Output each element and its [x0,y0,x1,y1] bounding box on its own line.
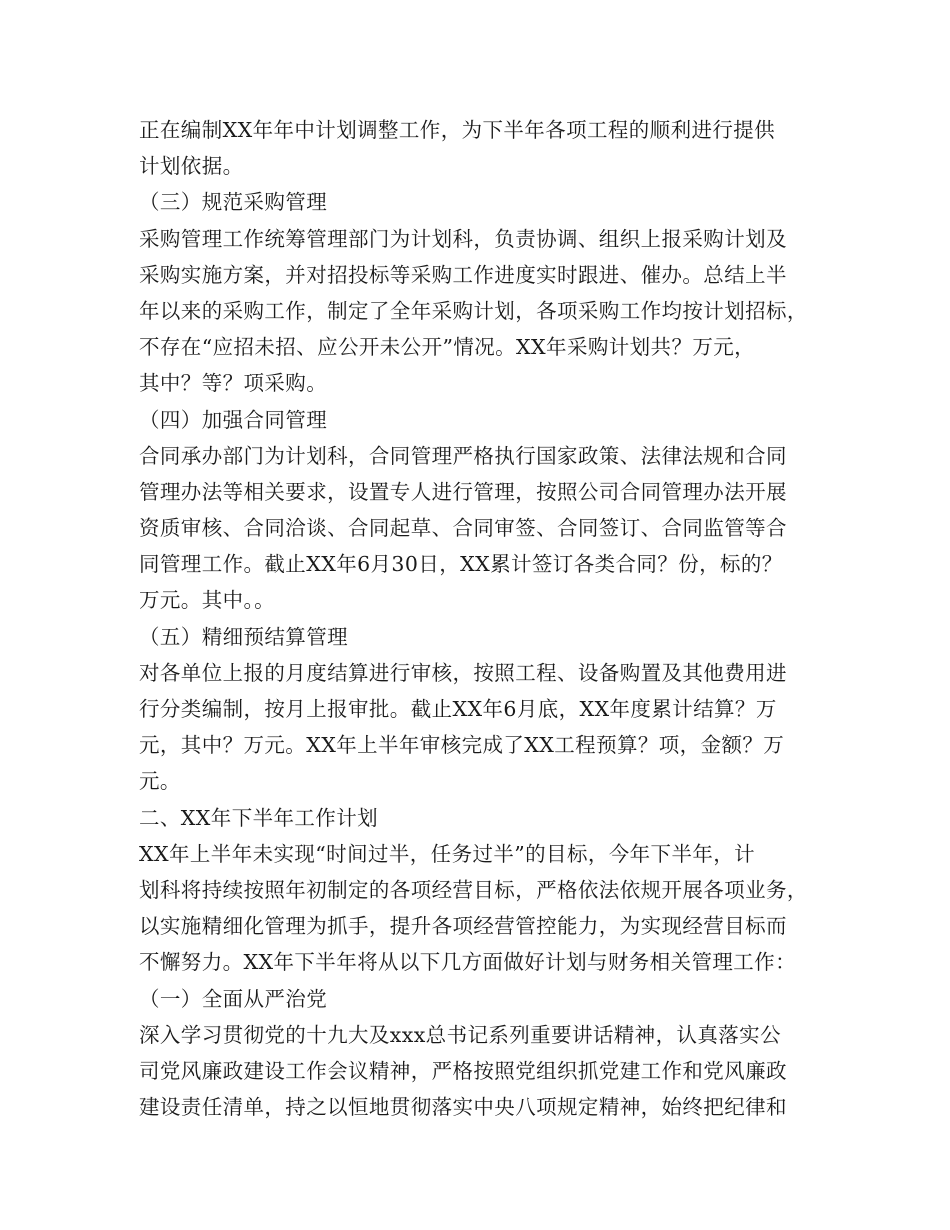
text-line: 同管理工作。截止XX年6月30日，XX累计签订各类合同？份，标的？ [139,552,783,577]
text-line: 以实施精细化管理为抓手，提升各项经营管控能力，为实现经营目标而 [139,914,787,939]
text-line: 深入学习贯彻党的十九大及xxx总书记系列重要讲话精神，认真落实公 [139,1022,781,1047]
text-line: 行分类编制，按月上报审批。截止XX年6月底，XX年度累计结算？万 [139,697,777,721]
text-line: 年以来的采购工作，制定了全年采购计划，各项采购工作均按计划招标， [139,298,808,323]
text-line: 对各单位上报的月度结算进行审核，按照工程、设备购置及其他费用进 [139,660,787,685]
document-body [139,112,829,1125]
text-line: 不存在“应招未招、应公开未公开”情况。XX年采购计划共？万元， [139,335,756,360]
text-line: 采购实施方案，并对招投标等采购工作进度实时跟进、催办。总结上半 [139,262,787,287]
text-line: 正在编制XX年年中计划调整工作，为下半年各项工程的顺利进行提供 [139,118,776,142]
text-line: 合同承办部门为计划科，合同管理严格执行国家政策、法律法规和合同 [139,443,787,468]
text-line: 资质审核、合同洽谈、合同起草、合同审签、合同签订、合同监管等合 [139,516,787,541]
text-line: 万元。其中。。 [139,588,276,613]
section-heading: （四）加强合同管理 [139,407,328,432]
text-line: 建设责任清单，持之以恒地贯彻落实中央八项规定精神，始终把纪律和 [139,1095,787,1120]
chapter-heading: 二、XX年下半年工作计划 [139,805,378,830]
section-heading: （一）全面从严治党 [139,986,328,1011]
text-line: XX年上半年未实现“时间过半，任务过半”的目标，今年下半年，计 [139,841,756,866]
section-heading: （五）精细预结算管理 [139,624,348,649]
section-heading: （三）规范采购管理 [139,190,328,215]
text-line: 不懈努力。XX年下半年将从以下几方面做好计划与财务相关管理工作： [139,950,796,975]
text-line: 划科将持续按照年初制定的各项经营目标，严格依法依规开展各项业务， [139,877,808,902]
text-line: 采购管理工作统筹管理部门为计划科，负责协调、组织上报采购计划及 [139,226,787,251]
text-line: 计划依据。 [139,154,244,179]
text-line: 元。 [139,769,181,794]
text-line: 其中？等？项采购。 [139,371,328,396]
text-line: 管理办法等相关要求，设置专人进行管理，按照公司合同管理办法开展 [139,479,787,504]
text-line: 司党风廉政建设工作会议精神，严格按照党组织抓党建工作和党风廉政 [139,1058,787,1083]
text-line: 元，其中？万元。XX年上半年审核完成了XX工程预算？项，金额？万 [139,733,785,758]
